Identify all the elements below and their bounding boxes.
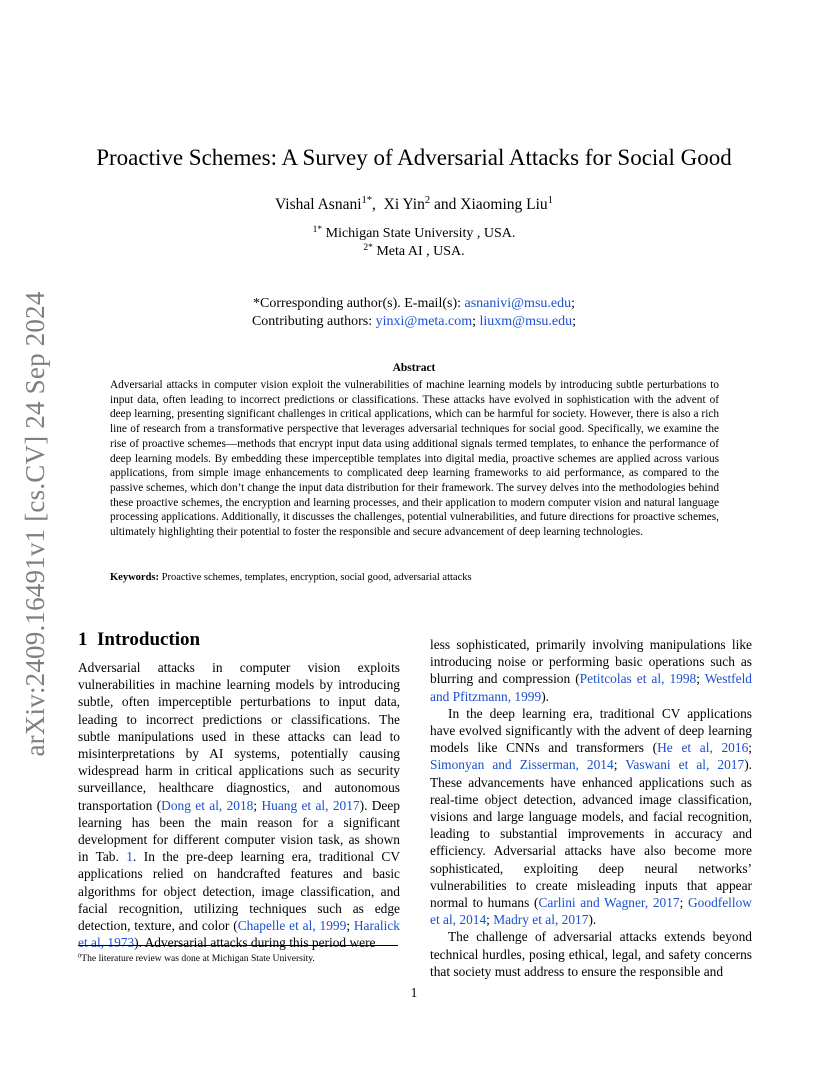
author-separator: and [430, 196, 461, 213]
citation-link[interactable]: Petitcolas et al, 1998 [579, 671, 697, 687]
body-text: ; [486, 912, 494, 928]
contributing-email-link[interactable]: yinxi@meta.com [375, 314, 473, 329]
citation-link[interactable]: Huang et al, 2017 [261, 797, 360, 813]
contributing-email-link[interactable]: liuxm@msu.edu [479, 314, 573, 329]
keywords-text: Proactive schemes, templates, encryption, social good, adversarial attacks [159, 572, 472, 583]
body-text: ; [346, 918, 354, 934]
citation-link[interactable]: Chapelle et al, 1999 [237, 918, 347, 934]
body-text: The challenge of adversarial attacks extends beyond technical hurdles, posing ethical, legal, and safety concerns that society must address to ensure the responsible and [430, 929, 752, 979]
keywords-label: Keywords: [110, 572, 159, 583]
body-text: ; [748, 740, 752, 756]
author-affiliation-mark: 2 [424, 195, 431, 207]
table-reference-link[interactable]: 1 [126, 849, 133, 865]
citation-link[interactable]: Madry et al, 2017 [493, 912, 589, 928]
affiliation-line [60, 225, 768, 243]
body-paragraph [430, 928, 752, 980]
author-affiliation-mark: 1 [547, 195, 553, 207]
affiliation-mark: 2* [363, 242, 373, 253]
body-text: ). [588, 912, 597, 928]
citation-link[interactable]: Simonyan and Zisserman, 2014 [430, 757, 614, 773]
body-paragraph [430, 636, 752, 705]
citation-link[interactable]: Carlini and Wagner, 2017 [538, 895, 680, 911]
left-text-column [78, 659, 400, 951]
footnote-text: The literature review was done at Michigan State University. [81, 953, 315, 964]
affiliation-line [60, 243, 768, 261]
contributing-authors-line [60, 313, 768, 331]
body-text: ; [253, 797, 262, 813]
corresponding-label: *Corresponding author(s). E-mail(s): [252, 296, 465, 311]
paper-title: Proactive Schemes: A Survey of Adversarial Attacks for Social Good [96, 145, 732, 170]
affiliation-mark: 1* [312, 224, 323, 235]
right-text-column [430, 636, 752, 980]
body-text: . In the pre-deep learning era, traditional CV applications relied on handcrafted features and basic algorithms for object detection, image classification, and facial recognition, utilizing techniques such as edge detection, texture, and color ( [78, 849, 400, 934]
section-number: 1 [78, 629, 88, 650]
body-paragraph [430, 705, 752, 929]
author-name: Vishal Asnani [275, 196, 362, 213]
body-text: ). [541, 688, 550, 704]
affiliation-text: Michigan State University , USA. [322, 226, 516, 241]
body-text: less sophisticated, primarily involving manipulations like introducing noise or performing basic operations such as blurring and compression ( [430, 637, 752, 687]
body-text: Adversarial attacks in computer vision exploits vulnerabilities in machine learning models by introducing subtle, often imperceptible perturbations to input data, leading to incorrect predictions or classifications. The subtle manipulations used in these attacks can lead to misinterpretations by AI systems, potentially causing widespread harm in critical applications such as security surveillance, healthcare diagnostics, and autonomous transportation ( [78, 660, 400, 813]
arxiv-identifier-stamp [20, 288, 50, 760]
punctuation: ; [572, 314, 577, 329]
citation-link[interactable]: Westfeld and Pfitzmann, 1999 [430, 671, 752, 704]
body-text: ; [679, 895, 689, 911]
corresponding-email-link[interactable]: asnanivi@msu.edu [464, 296, 572, 311]
keywords-line [110, 571, 719, 585]
citation-link[interactable]: Haralick et al, 1973 [78, 918, 400, 951]
section-title: Introduction [97, 629, 201, 650]
body-text: ). Deep learning has been the main reason for a significant development for different computer vision task, as shown in Tab. [78, 797, 400, 865]
citation-link[interactable]: Vaswani et al, 2017 [625, 757, 745, 773]
citation-link[interactable]: He et al, 2016 [657, 740, 749, 756]
author-affiliation-mark: 1* [361, 195, 373, 207]
body-text: ). Adversarial attacks during this period were [134, 935, 376, 951]
abstract-text: Adversarial attacks in computer vision exploit the vulnerabilities of machine learning models by introducing subtle perturbations to input data, often leading to incorrect predictions or classifications. These attacks have evolved in sophistication with the advent of deep learning, presenting significant challenges in critical applications, which can be harmful for society. However, there is also a rich line of research from a transformative perspective that leverages adversarial techniques for social good. Specifically, we examine the rise of proactive schemes—methods that encrypt input data using additional signals termed templates, to enhance the performance of deep learning models. By embedding these imperceptible templates into digital media, proactive schemes are applied across various applications, from simple image enhancements to complicated deep learning frameworks to aid performance, as compared to the passive schemes, which don’t change the input data distribution for their framework. The survey delves into the methodologies behind these proactive schemes, the encryption and learning processes, and their application to modern computer vision and natural language processing applications. Additionally, it discusses the challenges, potential vulnerabilities, and future directions for proactive schemes, ultimately highlighting their potential to foster the responsible and secure advancement of deep learning technologies. [110, 379, 719, 539]
footnote-mark: 0 [78, 952, 82, 960]
punctuation: ; [472, 314, 480, 329]
affiliation-text: Meta AI , USA. [372, 244, 465, 259]
arxiv-identifier-text: arXiv:2409.16491v1 [cs.CV] 24 Sep 2024 [20, 291, 50, 757]
section-heading-introduction [78, 629, 200, 651]
author-list [60, 195, 768, 215]
body-text: ; [613, 757, 626, 773]
author-name: Xi Yin [383, 196, 425, 213]
author-separator: , [372, 196, 384, 213]
contributing-label: Contributing authors: [251, 314, 376, 329]
body-text: ; [696, 671, 705, 687]
body-paragraph [78, 659, 400, 951]
author-name: Xiaoming Liu [460, 196, 548, 213]
body-text: ). These advancements have enhanced applications such as real-time object detection, advanced image classification, visions and large language models, and facial recognition, leading to substantial improvements in accuracy and efficiency. Adversarial attacks have also become more sophisticated, exploiting deep neural networks’ vulnerabilities to create misleading inputs that appear normal to humans ( [430, 757, 753, 911]
abstract-heading: Abstract [392, 362, 436, 374]
corresponding-author-line [60, 295, 768, 313]
citation-link[interactable]: Goodfellow et al, 2014 [430, 895, 752, 928]
body-text: In the deep learning era, traditional CV applications have evolved significantly with the advent of deep learning models like CNNs and transformers ( [430, 705, 752, 756]
punctuation: ; [571, 296, 575, 311]
footnote-divider [78, 945, 398, 946]
page-number: 1 [410, 985, 418, 1000]
citation-link[interactable]: Dong et al, 2018 [161, 797, 254, 813]
footnote [78, 953, 408, 965]
